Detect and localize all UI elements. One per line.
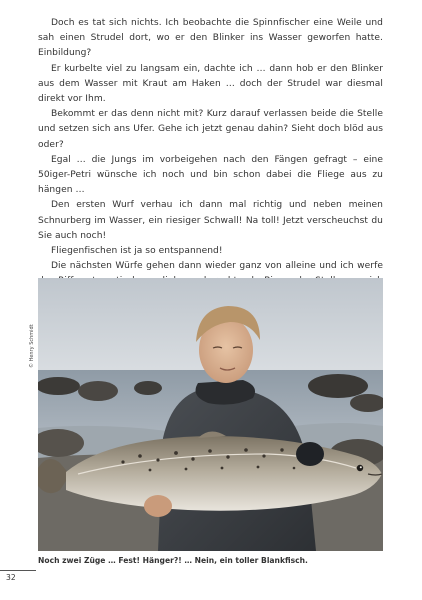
photo-credit: [22, 278, 35, 368]
paragraph: Bekommt er das denn nicht mit? Kurz darauf verlassen beide die Stelle und setzen sich ans Ufer. Gehe ich jetzt genau dahin? Sieht doch blöd aus oder?: [38, 109, 383, 150]
page-number-block: [0, 570, 38, 584]
photo-credit-text: © Henry Schmidt: [29, 324, 35, 368]
paragraph: Egal … die Jungs im vorbeigehen nach den Fängen gefragt – eine 50iger-Petri wünsche ich noch und bin schon dabei die Fliege aus zu hängen …: [38, 154, 383, 196]
paragraph: Doch es tat sich nichts. Ich beobachte die Spinnfischer eine Weile und sah einen Strudel dort, wo er den Blinker ins Wasser geworfen hatte. Einbildung?: [38, 18, 383, 59]
page-number-rule: [0, 570, 36, 571]
paragraph: Fliegenfischen ist ja so entspannend!: [51, 246, 223, 257]
angler-with-sea-trout-illustration: [38, 278, 383, 551]
photo-caption: Noch zwei Züge … Fest! Hänger?! … Nein, ein toller Blankfisch.: [38, 556, 308, 565]
paragraph: Er kurbelte viel zu langsam ein, dachte ich … dann hob er den Blinker aus dem Wasser mit Kraut am Haken … doch der Strudel war diesmal direkt vor Ihm.: [38, 63, 383, 105]
paragraph: Den ersten Wurf verhau ich dann mal richtig und neben meinen Schnurberg im Wasser, ein riesiger Schwall! Na toll! Jetzt verscheuchst du Sie auch noch!: [38, 200, 383, 241]
photo: [38, 278, 383, 551]
page-number: 32: [6, 573, 16, 582]
paragraph: Die nächsten Würfe gehen dann wieder ganz von alleine und ich werfe: [51, 261, 383, 272]
